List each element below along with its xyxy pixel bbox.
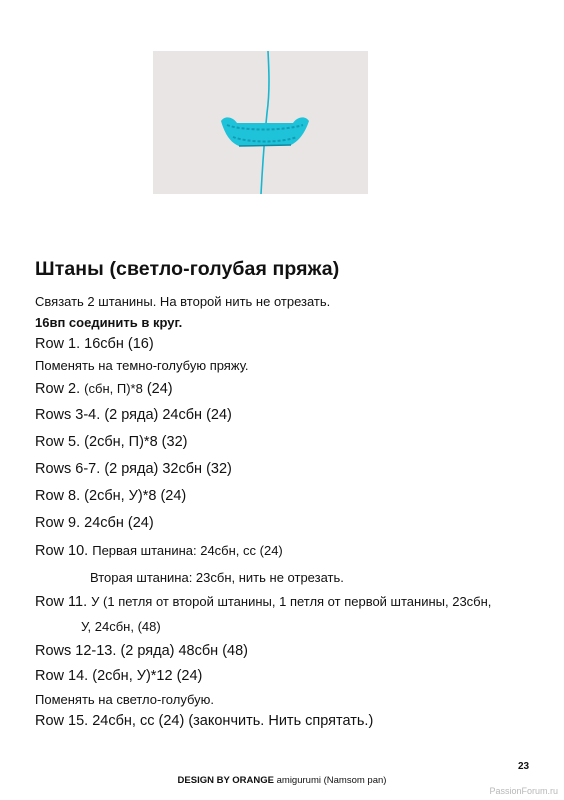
row-14	[35, 668, 202, 684]
note-light-blue: Поменять на светло-голубую.	[35, 692, 214, 707]
intro-line-2: 16вп соединить в круг.	[35, 315, 183, 330]
rows-6-7	[35, 461, 232, 477]
row-small: (сбн, П)*8	[84, 381, 143, 396]
crochet-piece-image	[153, 51, 368, 194]
footer-suffix: amigurumi (Namsom pan)	[276, 775, 387, 786]
row-label: Row 11.	[35, 594, 88, 610]
rows-12-13	[35, 643, 248, 659]
row-2	[35, 381, 173, 397]
row-text: У (1 петля от второй штанины, 1 петля от первой штанины, 23сбн,	[91, 594, 492, 609]
row-label: Row 14.	[35, 668, 89, 684]
row-label: Row 10.	[35, 543, 89, 559]
note-dark-blue: Поменять на темно-голубую пряжу.	[35, 358, 249, 373]
row-label: Row 15.	[35, 713, 89, 729]
footer-prefix: DESIGN BY ORANGE	[177, 775, 274, 786]
row-label: Row 8.	[35, 488, 81, 504]
row-text: 24сбн (24)	[84, 515, 154, 531]
row-5	[35, 434, 187, 450]
row-text: (2 ряда) 32сбн (32)	[104, 461, 232, 477]
footer-credit	[0, 775, 564, 786]
rows-3-4	[35, 407, 232, 423]
crochet-photo	[153, 51, 368, 194]
row-text: (2 ряда) 48сбн (48)	[120, 643, 248, 659]
row-8	[35, 488, 186, 504]
row-label: Row 9.	[35, 515, 81, 531]
row-15	[35, 713, 373, 729]
row-10-second-leg: Вторая штанина: 23сбн, нить не отрезать.	[90, 570, 344, 585]
row-9	[35, 515, 154, 531]
row-label: Row 2.	[35, 381, 81, 397]
page-title: Штаны (светло-голубая пряжа)	[35, 258, 340, 280]
row-label: Row 5.	[35, 434, 81, 450]
row-11-continuation: У, 24сбн, (48)	[81, 619, 161, 634]
row-text: (2сбн, У)*12 (24)	[92, 668, 203, 684]
row-text: (2сбн, П)*8 (32)	[84, 434, 188, 450]
row-label: Rows 3-4.	[35, 407, 101, 423]
page-number: 23	[518, 761, 530, 772]
row-10	[35, 543, 283, 559]
row-label: Rows 6-7.	[35, 461, 101, 477]
row-text: 24сбн, сс (24) (закончить. Нить спрятать.)	[92, 713, 374, 729]
row-small: Первая штанина: 24сбн, сс (24)	[92, 543, 283, 558]
row-text: (2 ряда) 24сбн (24)	[104, 407, 232, 423]
row-label: Rows 12-13.	[35, 643, 117, 659]
row-text: (2сбн, У)*8 (24)	[84, 488, 187, 504]
intro-line-1: Связать 2 штанины. На второй нить не отрезать.	[35, 294, 331, 309]
row-text: (24)	[146, 381, 173, 397]
watermark: PassionForum.ru	[489, 786, 558, 796]
row-11	[35, 594, 491, 610]
row-1	[35, 336, 154, 352]
row-text: 16сбн (16)	[84, 336, 154, 352]
row-label: Row 1.	[35, 336, 81, 352]
